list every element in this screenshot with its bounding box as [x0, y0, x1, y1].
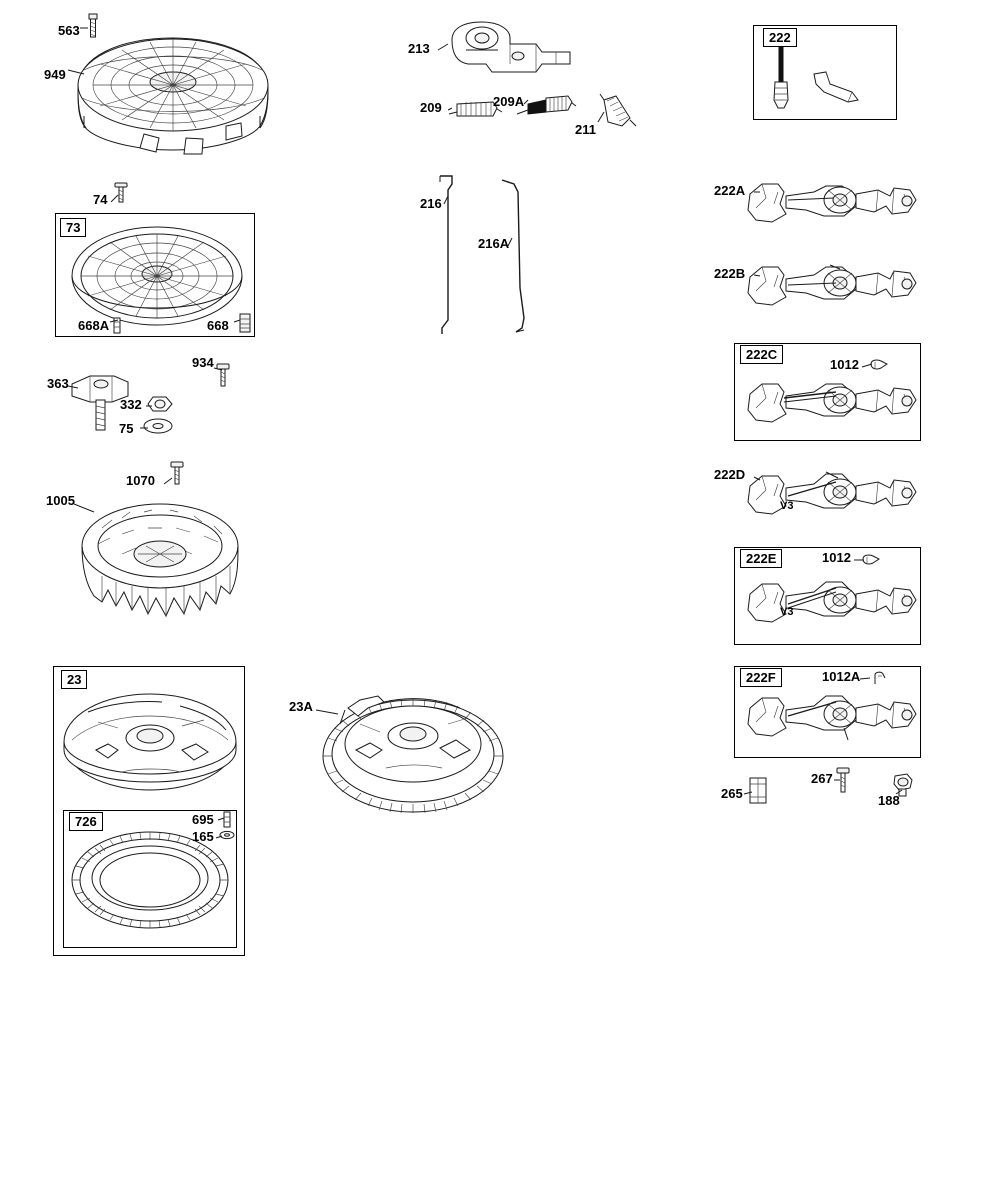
part-563-screw: [86, 14, 100, 40]
part-934-screw: [216, 364, 230, 388]
callout-74: 74: [93, 192, 108, 207]
part-222E-governor-assembly: [744, 578, 920, 630]
callout-1005: 1005: [46, 493, 75, 508]
part-75-washer: [143, 418, 173, 434]
callout-222: 222: [763, 28, 797, 47]
callout-73: 73: [60, 218, 86, 237]
callout-188: 188: [878, 793, 900, 808]
callout-265: 265: [721, 786, 743, 801]
callout-934: 934: [192, 355, 214, 370]
part-209A-spring: [516, 92, 576, 122]
part-1012-clip-2: [861, 553, 881, 567]
part-213-governor-lever: [446, 18, 576, 80]
callout-332: 332: [120, 397, 142, 412]
callout-668A: 668A: [78, 318, 110, 333]
callout-563: 563: [58, 23, 80, 38]
callout-1012: 1012: [830, 357, 859, 372]
callout-222A: 222A: [714, 183, 746, 198]
part-222-governor-shaft: [770, 42, 794, 112]
callout-1070: 1070: [126, 473, 155, 488]
part-222F-governor-assembly: [744, 692, 920, 744]
part-1070-screw: [170, 462, 184, 486]
callout-23: 23: [61, 670, 87, 689]
callout-213: 213: [408, 41, 430, 56]
part-73-rotating-screen: [70, 224, 245, 328]
part-668A-pin: [112, 318, 122, 334]
part-222-bracket: [812, 70, 862, 104]
callout-949: 949: [44, 67, 66, 82]
callout-1012-2: 1012: [822, 550, 851, 565]
part-332-nut: [147, 394, 173, 414]
part-222A-governor-assembly: [744, 180, 920, 228]
part-23A-flywheel-assembly: [320, 690, 510, 820]
callout-726: 726: [69, 812, 103, 831]
callout-216A: 216A: [478, 236, 510, 251]
callout-V3-a: V3: [780, 500, 794, 512]
callout-209A: 209A: [493, 94, 525, 109]
callout-23A: 23A: [289, 699, 313, 714]
callout-267: 267: [811, 771, 833, 786]
callout-1012A: 1012A: [822, 669, 861, 684]
part-23-flywheel: [62, 688, 240, 798]
callout-222D: 222D: [714, 467, 746, 482]
callout-V3-b: V3: [780, 606, 794, 618]
callout-695: 695: [192, 812, 214, 827]
callout-211: 211: [575, 122, 596, 137]
part-949-blower-housing: [60, 30, 290, 160]
callout-222C: 222C: [740, 345, 783, 364]
callout-209: 209: [420, 100, 442, 115]
callout-222E: 222E: [740, 549, 782, 568]
part-222C-governor-assembly: [744, 378, 920, 428]
part-1012-clip: [869, 358, 889, 372]
callout-216: 216: [420, 196, 442, 211]
part-668-bushing: [238, 314, 252, 334]
callout-165: 165: [192, 829, 214, 844]
part-165-washer: [219, 830, 235, 840]
callout-75: 75: [119, 421, 134, 436]
part-1012A-clip: [871, 670, 889, 686]
part-74-screw: [114, 183, 128, 205]
part-222D-governor-assembly: [744, 470, 920, 522]
callout-222F: 222F: [740, 668, 782, 687]
part-211-spring: [594, 92, 640, 130]
callout-222B: 222B: [714, 266, 746, 281]
part-216A-link-rod: [500, 178, 532, 336]
part-265-key: [747, 777, 769, 805]
part-222B-governor-assembly: [744, 263, 920, 311]
part-695-key: [222, 812, 232, 828]
callout-363: 363: [47, 376, 69, 391]
part-1005-flywheel-fan: [78, 498, 243, 646]
part-267-screw: [836, 768, 850, 794]
callout-668: 668: [207, 318, 229, 333]
